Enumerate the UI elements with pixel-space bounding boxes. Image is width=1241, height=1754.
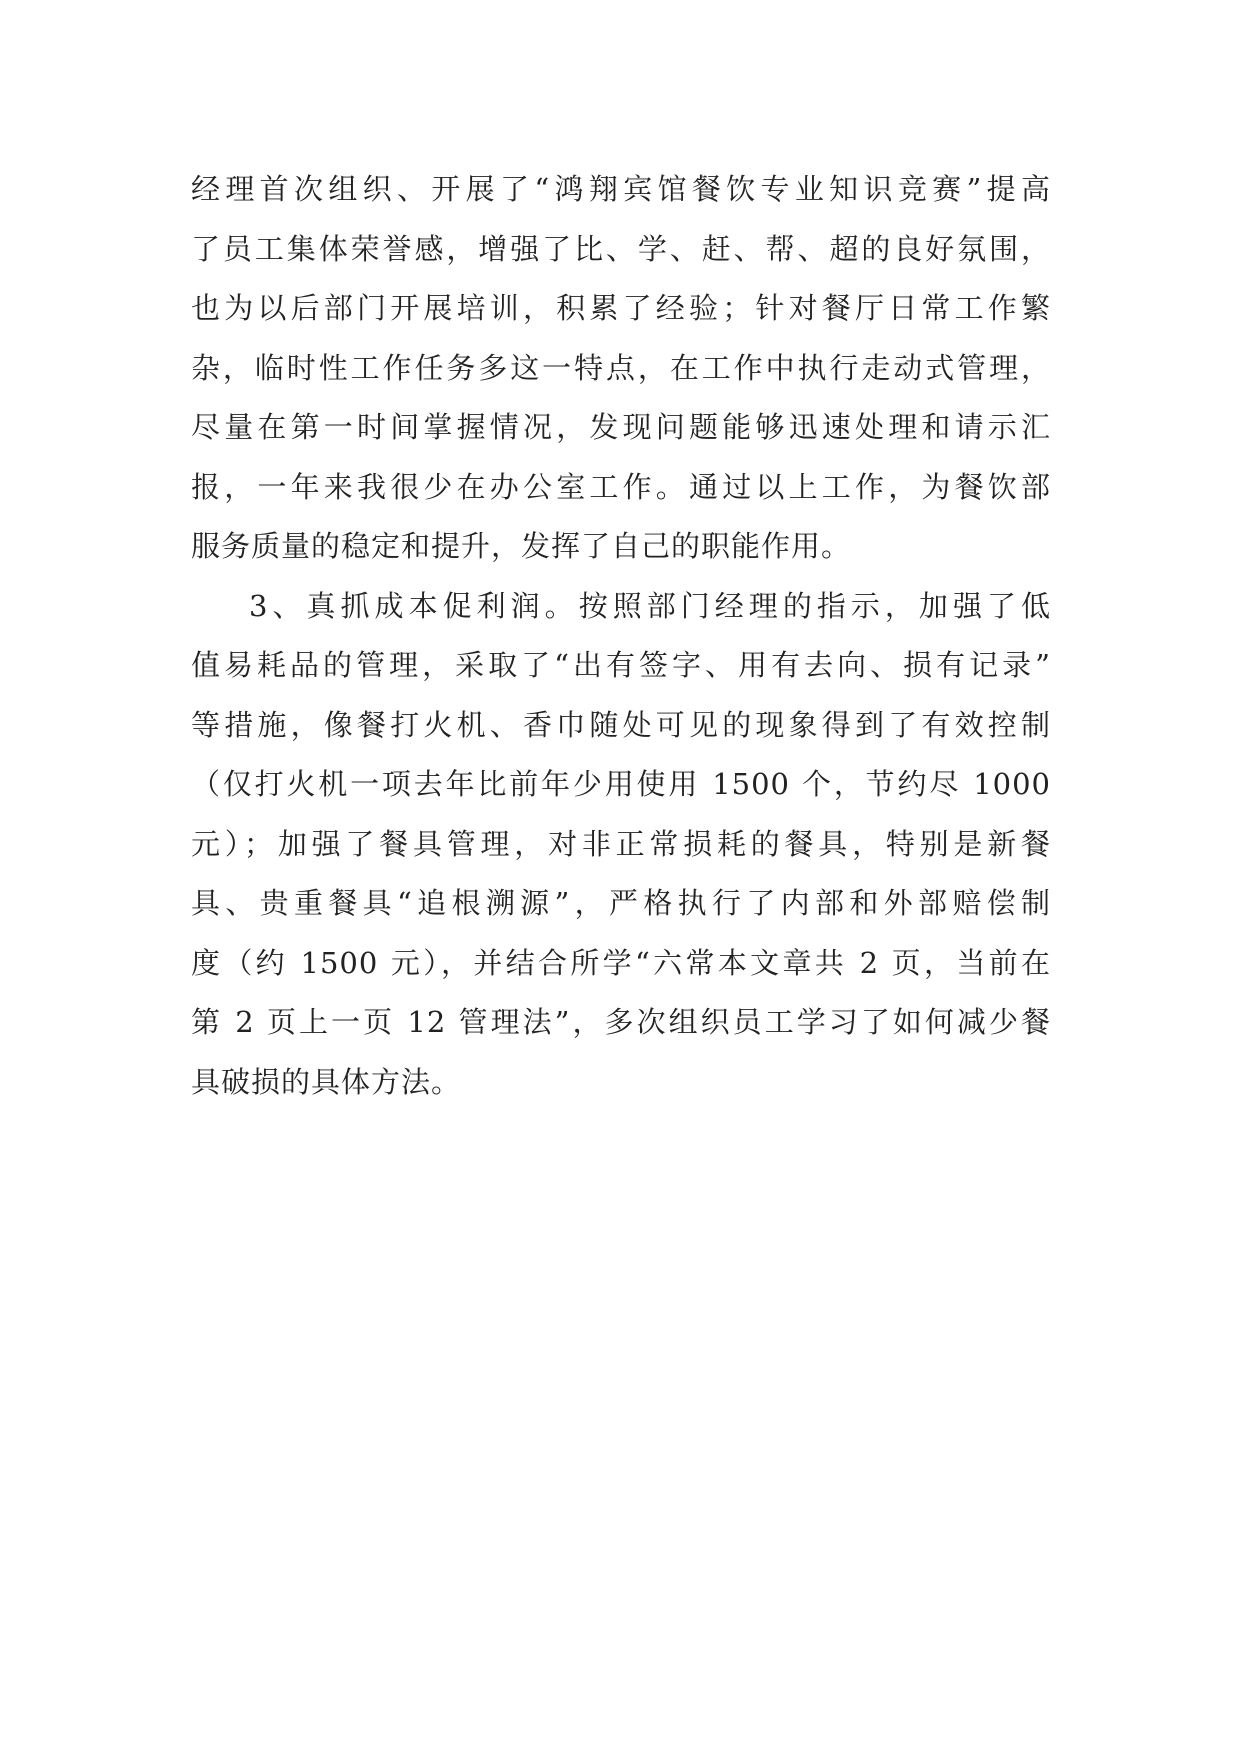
- text-line: 值易耗品的管理，采取了“出有签字、用有去向、损有记录”: [191, 648, 1051, 682]
- document-body: [191, 160, 1051, 1112]
- paragraph-1: [191, 160, 1051, 577]
- text-line: 3、真抓成本促利润。按照部门经理的指示，加强了低: [249, 588, 1051, 623]
- text-line: 杂，临时性工作任务多这一特点，在工作中执行走动式管理，: [191, 350, 1051, 385]
- text-line: （仅打火机一项去年比前年少用使用 1500 个，节约尽 1000: [191, 767, 1051, 801]
- text-line: 具破损的具体方法。: [191, 1064, 462, 1099]
- text-line: 等措施，像餐打火机、香巾随处可见的现象得到了有效控制: [191, 707, 1051, 742]
- text-line: 第 2 页上一页 12 管理法”，多次组织员工学习了如何减少餐: [191, 1005, 1051, 1039]
- text-line: 元）；加强了餐具管理，对非正常损耗的餐具，特别是新餐: [191, 826, 1051, 861]
- paragraph-2: [191, 577, 1051, 1113]
- text-line: 尽量在第一时间掌握情况，发现问题能够迅速处理和请示汇: [191, 410, 1051, 444]
- text-line: 具、贵重餐具“追根溯源”，严格执行了内部和外部赔偿制: [191, 886, 1051, 920]
- text-line: 了员工集体荣誉感，增强了比、学、赶、帮、超的良好氛围，: [191, 231, 1051, 266]
- text-line: 度（约 1500 元），并结合所学“六常本文章共 2 页，当前在: [191, 945, 1052, 980]
- text-line: 也为以后部门开展培训，积累了经验；针对餐厅日常工作繁: [191, 291, 1051, 325]
- text-line: 服务质量的稳定和提升，发挥了自己的职能作用。: [191, 529, 852, 563]
- text-line: 经理首次组织、开展了“鸿翔宾馆餐饮专业知识竞赛”提高: [191, 172, 1051, 206]
- text-line: 报，一年来我很少在办公室工作。通过以上工作，为餐饮部: [191, 469, 1051, 504]
